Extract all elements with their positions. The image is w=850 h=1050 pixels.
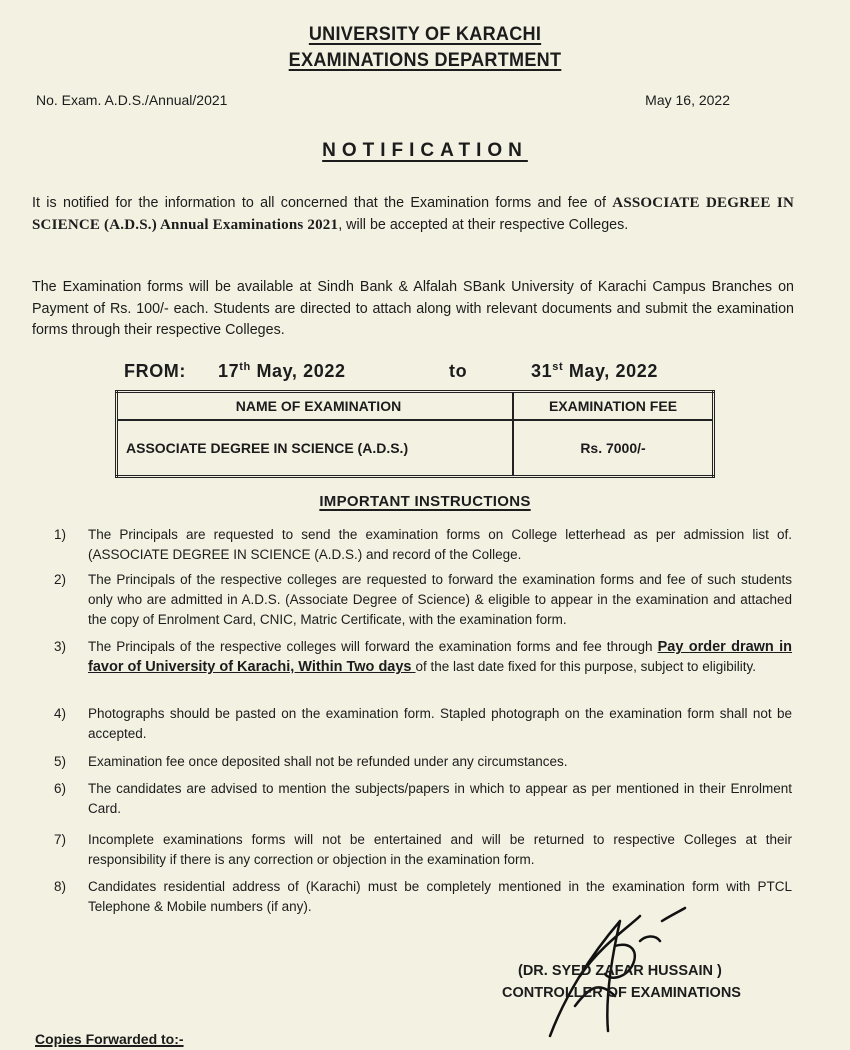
- reference-number: No. Exam. A.D.S./Annual/2021: [36, 92, 228, 108]
- table-row: [117, 420, 714, 477]
- letterhead: [0, 22, 850, 74]
- schedule-line: [124, 361, 704, 387]
- end-date: 31st May, 2022: [531, 361, 658, 381]
- notification-document: UNIVERSITY OF KARACHI EXAMINATIONS DEPARTMENT No. Exam. A.D.S./Annual/2021 May 16, 2022 NOTIFICATION It is notified for the information to all concerned that the Examination forms and fee of ASSOCIATE DEGREE IN SCIENCE (A.D.S.) Annual Examinations 2021, will be accepted at their respective Colleges. The Examination forms will be available at Sindh Bank & Alfalah SBank University of Karachi Campus Branches on Payment of Rs. 100/- each. Students are directed to attach along with relevant documents and submit the examination forms through their respective Colleges. FROM: 17th May, 2022 to 31st May, 2022 NAME OF EXAMINATION EXAMINATION FEE ASSOCIATE DEGREE IN SCIENCE (A.D.S.) Rs. 7000/- IMPORTANT INSTRUCTIONS 1) The Principals are requested to send the examination forms on College letterhead as per admission list of. (ASSOCIATE DEGREE IN SCIENCE (A.D.S.) and record of the College. 2) The Principals of the respective colleges are requested to forward the examination forms and fee of such students only who are admitted in A.D.S. (Associate Degree of Science) & eligible to appear in the examination and attached the copy of Enrolment Card, CNIC, Matric Certificate, with the examination form. 3) The Principals of the respective colleges will forward the examination forms and fee through Pay order drawn in favor of University of Karachi, Within Two days of the last date fixed for this purpose, subject to eligibility. 4) Photographs should be pasted on the examination form. Stapled photograph on the examination form shall not be accepted. 5) Examination fee once deposited shall not be refunded under any circumstances. 6) The candidates are advised to mention the subjects/papers in which to appear as per mentioned in their Enrolment Card. 7) Incomplete examinations forms will not be entertained and will be returned to respective Colleges at their responsibility if there is any correction or objection in the examination form. 8) Candidates residential address of (Karachi) must be completely mentioned in the examination form with PTCL Telephone & Mobile numbers (if any). (DR. SYED ZAFAR HUSSAIN ) CONTROLLER OF EXAMINATIONS Copies Forwarded to:-: [0, 0, 850, 1050]
- fee-table: [115, 390, 715, 478]
- exam-name-bold: ASSOCIATE DEGREE IN SCIENCE (A.D.S.) Annual Examinations 2021: [32, 195, 794, 233]
- exam-fee-cell: Rs. 7000/-: [513, 420, 714, 477]
- copies-forwarded-heading: Copies Forwarded to:-: [35, 1031, 184, 1047]
- pay-order-emphasis: Pay order drawn in favor of University of Karachi, Within Two days: [88, 639, 792, 675]
- notification-date: May 16, 2022: [645, 92, 730, 108]
- signatory-title: CONTROLLER OF EXAMINATIONS: [502, 985, 741, 1001]
- column-header-exam-name: NAME OF EXAMINATION: [117, 392, 514, 421]
- to-label: to: [449, 361, 468, 381]
- university-name: UNIVERSITY OF KARACHI: [308, 24, 542, 45]
- exam-name-cell: ASSOCIATE DEGREE IN SCIENCE (A.D.S.): [117, 420, 514, 477]
- intro-paragraph: It is notified for the information to all concerned that the Examination forms and fee of ASSOCIATE DEGREE IN SCIENCE (A.D.S.) Annual Examinations 2021, will be accepted at their respective Colleges.: [32, 195, 794, 233]
- department-name: EXAMINATIONS DEPARTMENT: [288, 50, 562, 71]
- signatory-block: [502, 960, 741, 1004]
- reference-line: [36, 92, 730, 108]
- instructions-heading: IMPORTANT INSTRUCTIONS: [319, 493, 531, 510]
- table-header-row: [117, 392, 714, 421]
- forms-availability-paragraph: The Examination forms will be available at Sindh Bank & Alfalah SBank University of Karachi Campus Branches on Payment of Rs. 100/- each. Students are directed to attach along with relevant documents and submit the examination forms through their respective Colleges.: [32, 279, 794, 338]
- from-label: FROM:: [124, 361, 186, 381]
- column-header-exam-fee: EXAMINATION FEE: [513, 392, 714, 421]
- signatory-name: (DR. SYED ZAFAR HUSSAIN ): [518, 963, 722, 979]
- notification-title: NOTIFICATION: [322, 140, 528, 161]
- start-date: 17th May, 2022: [218, 361, 346, 381]
